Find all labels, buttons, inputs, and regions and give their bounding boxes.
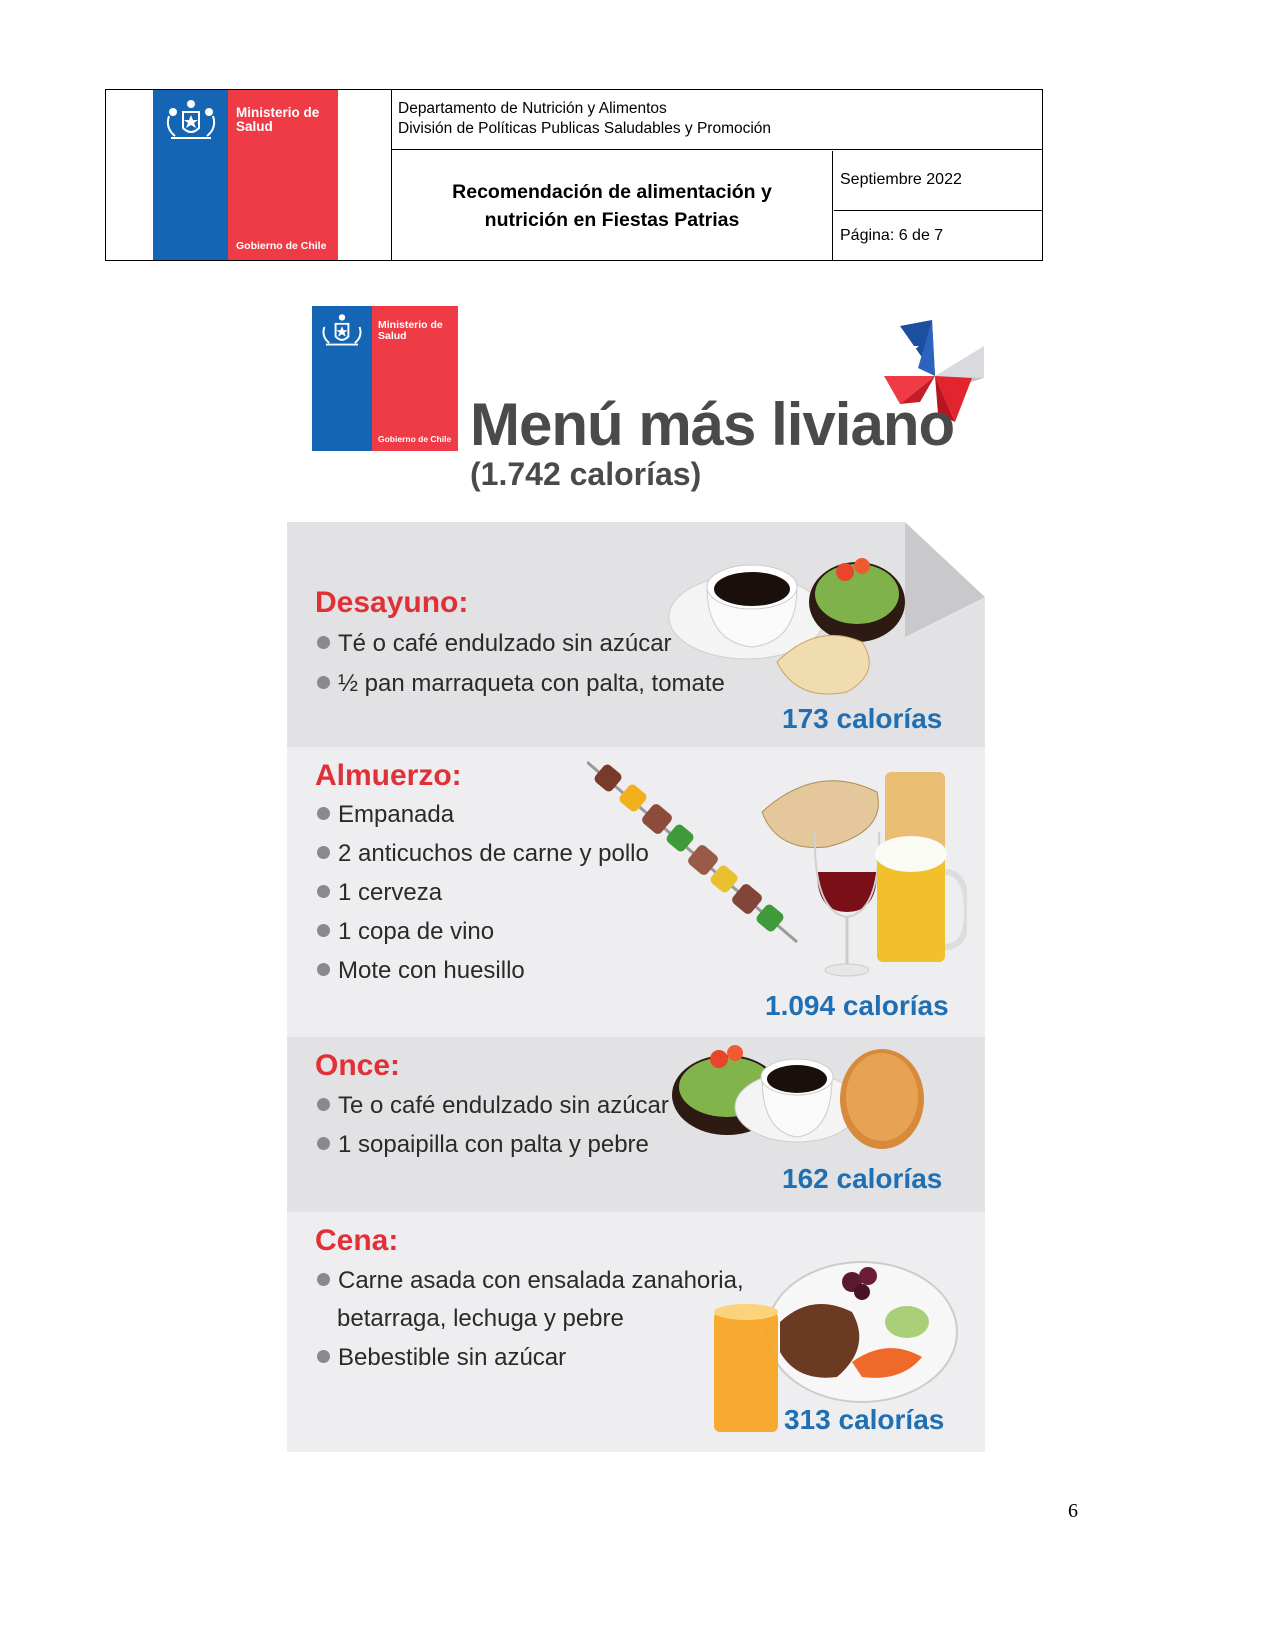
bullet-icon xyxy=(317,636,330,649)
minsal-logo xyxy=(153,90,338,260)
bullet-icon xyxy=(317,1137,330,1150)
coffee-bread-illustration xyxy=(667,542,907,717)
section-title: Desayuno: xyxy=(315,586,469,619)
bullet-icon xyxy=(317,846,330,859)
bullet-icon xyxy=(317,1098,330,1111)
header-logo-cell xyxy=(106,90,392,260)
bullet-icon xyxy=(317,807,330,820)
document-header xyxy=(105,89,1043,261)
page-fold-icon xyxy=(905,522,985,637)
section-title: Almuerzo: xyxy=(315,759,462,792)
page-number: 6 xyxy=(1068,1500,1078,1522)
bullet-icon xyxy=(317,924,330,937)
department-cell xyxy=(392,90,1042,150)
list-item: 2 anticuchos de carne y pollo xyxy=(317,842,649,866)
bullet-icon xyxy=(317,676,330,689)
list-item: Bebestible sin azúcar xyxy=(317,1346,566,1370)
logo-ministry-text: Ministerio de Salud xyxy=(236,105,320,135)
list-item: 1 sopaipilla con palta y pebre xyxy=(317,1133,649,1157)
once-illustration xyxy=(667,1037,927,1157)
list-item: ½ pan marraqueta con palta, tomate xyxy=(317,672,725,696)
list-item: 1 copa de vino xyxy=(317,920,494,944)
infographic-minsal-logo xyxy=(312,306,458,451)
section-desayuno xyxy=(287,522,985,747)
infographic-subtitle: (1.742 calorías) xyxy=(470,456,702,492)
section-title: Cena: xyxy=(315,1224,399,1257)
bullet-icon xyxy=(317,963,330,976)
calories-label: 173 calorías xyxy=(782,703,943,734)
section-almuerzo xyxy=(287,747,985,1037)
section-cena xyxy=(287,1212,985,1452)
page-indicator: Página: 6 de 7 xyxy=(840,227,944,244)
lunch-illustration xyxy=(587,752,967,992)
department-name: Departamento de Nutrición y Alimentos xyxy=(398,100,667,117)
bullet-icon xyxy=(317,1273,330,1286)
coat-of-arms-icon xyxy=(318,312,366,350)
coat-of-arms-icon xyxy=(161,98,221,144)
list-item-continuation: betarraga, lechuga y pebre xyxy=(337,1305,624,1332)
list-item: Mote con huesillo xyxy=(317,959,525,983)
document-date: Septiembre 2022 xyxy=(834,151,1042,211)
calories-label: 1.094 calorías xyxy=(765,990,949,1021)
list-item: 1 cerveza xyxy=(317,881,442,905)
list-item: Carne asada con ensalada zanahoria, xyxy=(317,1269,744,1293)
bullet-icon xyxy=(317,1350,330,1363)
logo-ministry-text: Ministerio de Salud xyxy=(378,319,443,343)
calories-label: 313 calorías xyxy=(784,1404,945,1435)
section-once xyxy=(287,1037,985,1212)
infographic-title: Menú más liviano xyxy=(470,391,955,458)
logo-government-text: Gobierno de Chile xyxy=(236,240,327,252)
document-title: Recomendación de alimentación y nutrición en Fiestas Patrias xyxy=(392,151,833,260)
division-name: División de Políticas Publicas Saludables y Promoción xyxy=(398,120,772,137)
calories-label: 162 calorías xyxy=(782,1163,943,1194)
bullet-icon xyxy=(317,885,330,898)
list-item: Te o café endulzado sin azúcar xyxy=(317,1094,669,1118)
list-item: Empanada xyxy=(317,803,454,827)
section-title: Once: xyxy=(315,1049,401,1082)
list-item: Té o café endulzado sin azúcar xyxy=(317,632,672,656)
logo-government-text: Gobierno de Chile xyxy=(378,434,452,444)
